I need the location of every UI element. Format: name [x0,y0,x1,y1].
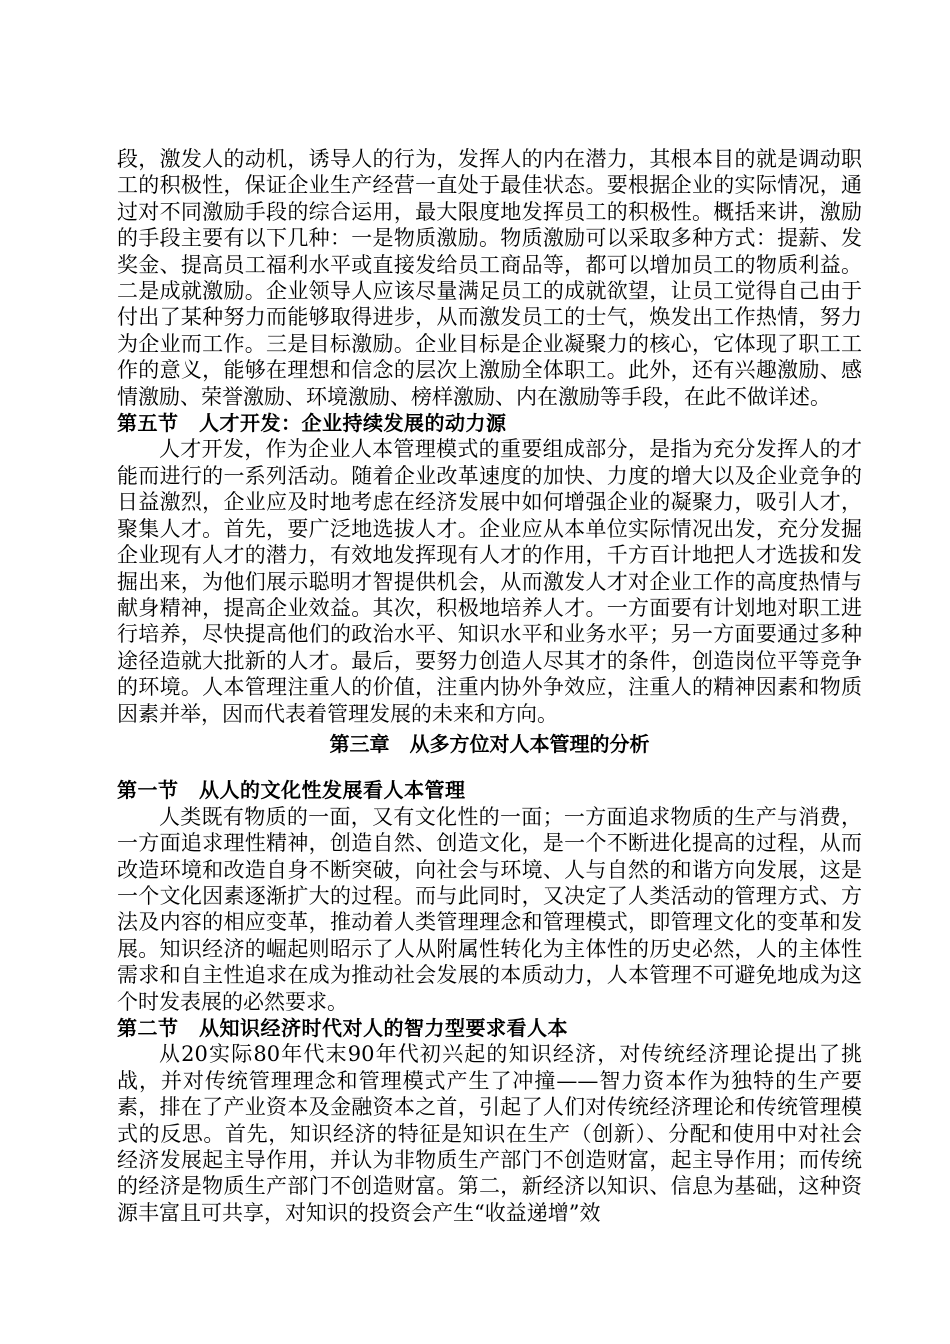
paragraph-cultural-development: 人类既有物质的一面，又有文化性的一面；一方面追求物质的生产与消费，一方面追求理性精神，创造自然、创造文化，是一个不断进化提高的过程，从而改造环境和改造自身不断突破，向社会与环境、人与自然的和谐方向发展，这是一个文化因素逐渐扩大的过程。而与此同时，又决定了人类活动的管理方式、方法及内容的相应变革，推动着人类管理理念和管理模式，即管理文化的变革和发展。知识经济的崛起则昭示了人从附属性转化为主体性的历史必然，人的主体性需求和自主性追求在成为推动社会发展的本质动力，人本管理不可避免地成为这个时发表展的必然要求。 [117,804,862,1014]
section-heading-knowledge-economy: 第二节 从知识经济时代对人的智力型要求看人本 [117,1016,568,1040]
document-page [117,146,862,1226]
section-heading-talent-development: 第五节 人才开发：企业持续发展的动力源 [117,411,507,436]
paragraph-talent-development: 人才开发，作为企业人本管理模式的重要组成部分，是指为充分发挥人的才能而进行的一系列活动。随着企业改革速度的加快、力度的增大以及企业竞争的日益激烈，企业应及时地考虑在经济发展中如何增强企业的凝聚力，吸引人才，聚集人才。首先，要广泛地选拔人才。企业应从本单位实际情况出发，充分发掘企业现有人才的潜力，有效地发挥现有人才的作用，千方百计地把人才选拔和发掘出来，为他们展示聪明才智提供机会，从而激发人才对企业工作的高度热情与献身精神，提高企业效益。其次，积极地培养人才。一方面要有计划地对职工进行培养，尽快提高他们的政治水平、知识水平和业务水平；另一方面要通过多种途径造就大批新的人才。最后，要努力创造人尽其才的条件，创造岗位平等竞争的环境。人本管理注重人的价值，注重内协外争效应，注重人的精神因素和物质因素并举，因而代表着管理发展的未来和方向。 [117,437,862,726]
section-heading-cultural-development: 第一节 从人的文化性发展看人本管理 [117,778,466,803]
paragraph-incentives: 段，激发人的动机，诱导人的行为，发挥人的内在潜力，其根本目的就是调动职工的积极性，保证企业生产经营一直处于最佳状态。要根据企业的实际情况，通过对不同激励手段的综合运用，最大限度地发挥员工的积极性。概括来讲，激励的手段主要有以下几种：一是物质激励。物质激励可以采取多种方式：提薪、发奖金、提高员工福利水平或直接发给员工商品等，都可以增加员工的物质利益。二是成就激励。企业领导人应该尽量满足员工的成就欲望，让员工觉得自己由于付出了某种努力而能够取得进步，从而激发员工的士气，焕发出工作热情，努力为企业而工作。三是目标激励。企业目标是企业凝聚力的核心，它体现了职工工作的意义，能够在理想和信念的层次上激励全体职工。此外，还有兴趣激励、感情激励、荣誉激励、环境激励、榜样激励、内在激励等手段，在此不做详述。 [117,147,862,409]
paragraph-knowledge-economy: 从20实际80年代末90年代初兴起的知识经济，对传统经济理论提出了挑战，并对传统管理理念和管理模式产生了冲撞——智力资本作为独特的生产要素，排在了产业资本及金融资本之首，引起了人们对传统经济理论和传统管理模式的反思。首先，知识经济的特征是知识在生产（创新）、分配和使用中对社会经济发展起主导作用，并认为非物质生产部门不创造财富，起主导作用；而传统的经济是物质生产部门不创造财富。第二，新经济以知识、信息为基础，这种资源丰富且可共享，对知识的投资会产生“收益递增”效 [117,1042,862,1225]
chapter-heading: 第三章 从多方位对人本管理的分析 [329,731,650,756]
